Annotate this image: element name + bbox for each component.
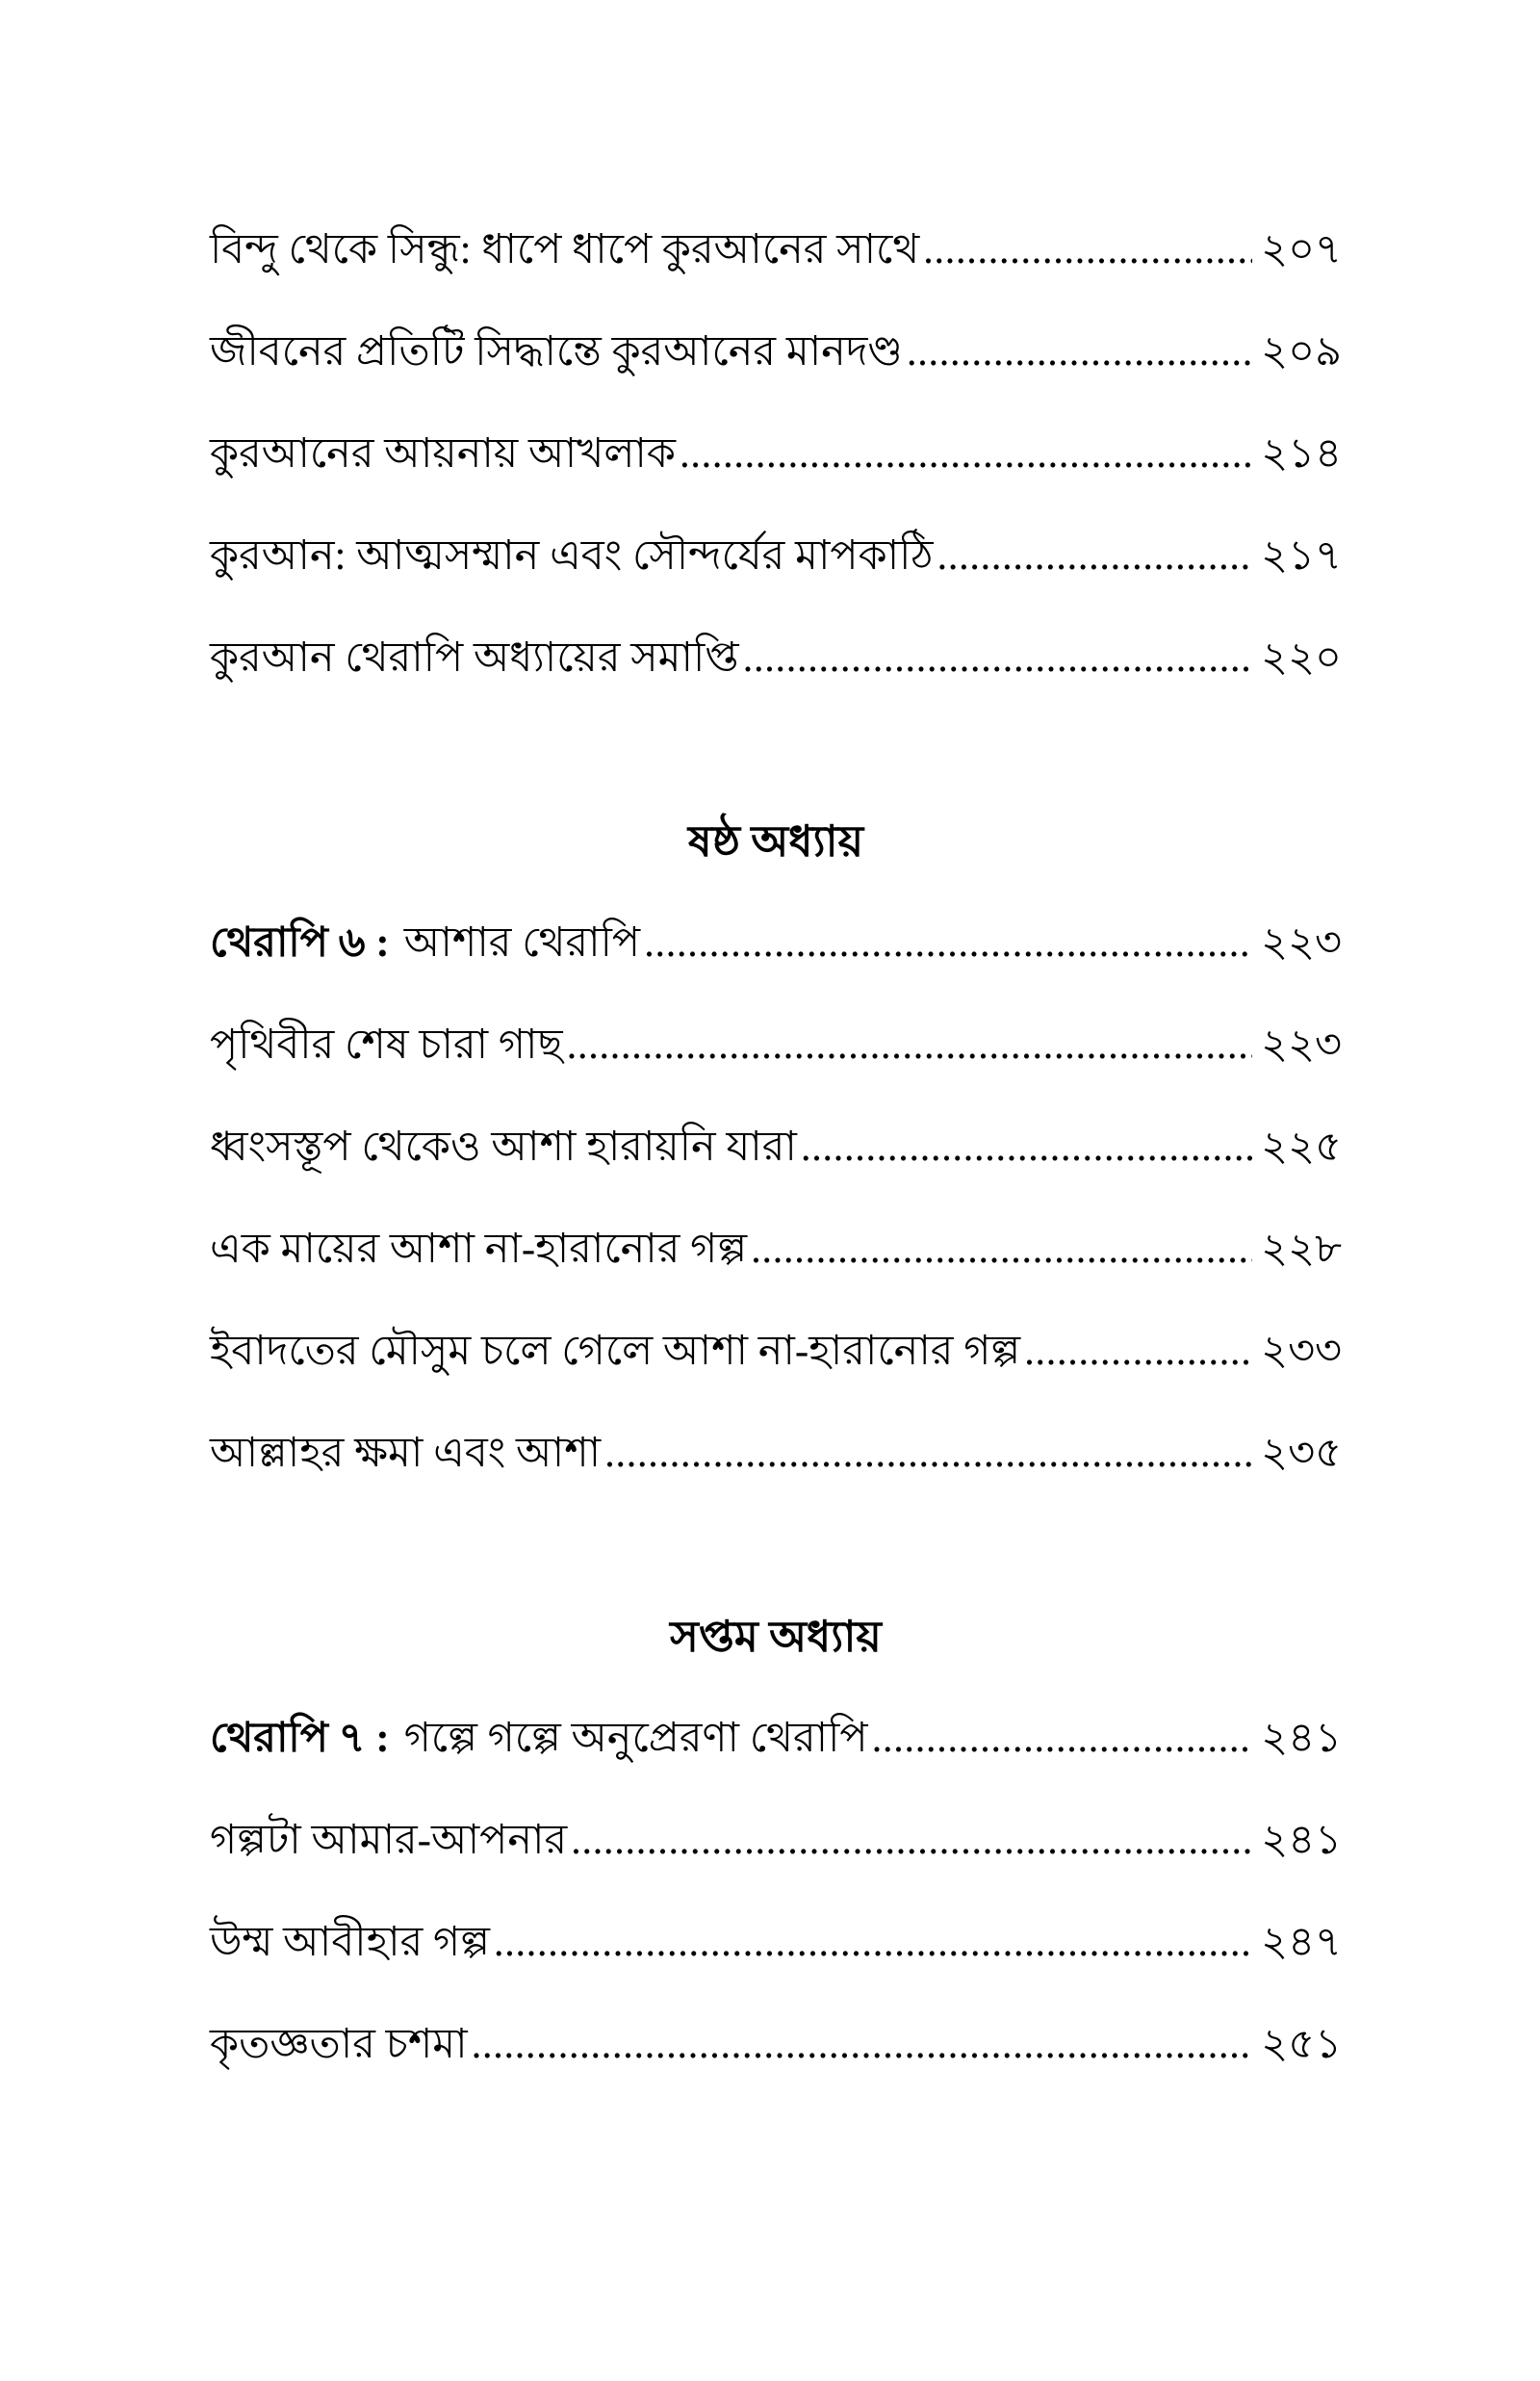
toc-entry-row <box>210 1688 1342 1790</box>
chapter-heading: ষষ্ঠ অধ্যায় <box>687 817 864 866</box>
chapter-heading-row <box>210 790 1342 893</box>
dot-leader <box>567 1790 1252 1892</box>
dot-leader <box>747 1199 1252 1301</box>
entry-title: কৃতজ্ঞতার চশমা <box>210 2022 468 2067</box>
entry-page-number: ২০৭ <box>1261 227 1342 272</box>
entry-page-number: ২১৪ <box>1261 431 1342 477</box>
dot-leader <box>919 199 1252 301</box>
dot-leader <box>490 1892 1252 1994</box>
entry-title: গল্পটা আমার-আপনার <box>210 1818 568 1863</box>
toc-entry-row <box>210 1301 1342 1403</box>
entry-title: কুরআন থেরাপি অধ্যায়ের সমাপ্তি <box>210 635 739 681</box>
chapter-heading: সপ্তম অধ্যায় <box>670 1613 882 1661</box>
entry-page-number: ২২৩ <box>1261 920 1342 966</box>
toc-entry-row <box>210 1994 1342 2096</box>
entry-title: গল্পে গল্পে অনুপ্রেরণা থেরাপি <box>403 1716 868 1761</box>
entry-page-number: ২৪১ <box>1261 1716 1342 1761</box>
entry-page-number: ২০৯ <box>1261 329 1342 375</box>
chapter-heading-row <box>210 1586 1342 1688</box>
entry-prefix: থেরাপি ৭ : <box>210 1716 390 1761</box>
toc-entry-row <box>210 403 1342 505</box>
toc-entry-row <box>210 893 1342 995</box>
entry-title: জীবনের প্রতিটি সিদ্ধান্তে কুরআনের মানদণ্ড <box>210 329 903 375</box>
entry-title: আশার থেরাপি <box>403 920 641 966</box>
toc-entry-row <box>210 301 1342 403</box>
entry-page-number: ২৪৭ <box>1261 1920 1342 1965</box>
entry-prefix: থেরাপি ৬ : <box>210 920 390 966</box>
dot-leader <box>1020 1301 1252 1403</box>
dot-leader <box>468 1994 1253 2096</box>
toc-entry-row <box>210 505 1342 608</box>
entry-title: ধ্বংসস্তূপ থেকেও আশা হারায়নি যারা <box>210 1125 797 1170</box>
toc-entry-row <box>210 1403 1342 1505</box>
entry-page-number: ২৩৫ <box>1261 1431 1342 1476</box>
entry-title: বিন্দু থেকে সিন্ধু: ধাপে ধাপে কুরআনের সাথে <box>210 227 920 272</box>
entry-page-number: ২২৩ <box>1261 1022 1342 1068</box>
toc-entry-row <box>210 1790 1342 1892</box>
entry-title: আল্লাহর ক্ষমা এবং আশা <box>210 1431 602 1476</box>
entry-page-number: ২২০ <box>1261 635 1342 681</box>
toc-entry-row <box>210 995 1342 1097</box>
entry-page-number: ২২৮ <box>1261 1227 1342 1272</box>
dot-leader <box>601 1403 1252 1505</box>
toc-entry-row <box>210 1097 1342 1199</box>
entry-page-number: ২১৭ <box>1261 533 1342 579</box>
entry-title: কুরআনের আয়নায় আখলাক <box>210 431 676 477</box>
entry-title: উম্ম আবীহার গল্প <box>210 1920 490 1965</box>
entry-title: ইবাদতের মৌসুম চলে গেলে আশা না-হারানোর গল্প <box>210 1329 1021 1374</box>
entry-page-number: ২৩৩ <box>1261 1329 1342 1374</box>
toc-entry-row <box>210 1199 1342 1301</box>
entry-page-number: ২৪১ <box>1261 1818 1342 1863</box>
entry-page-number: ২২৫ <box>1261 1125 1342 1170</box>
toc-entry-row <box>210 1892 1342 1994</box>
toc-entry-row <box>210 608 1342 710</box>
entry-title: পৃথিবীর শেষ চারা গাছ <box>210 1022 563 1068</box>
dot-leader <box>739 608 1252 710</box>
dot-leader <box>903 301 1252 403</box>
dot-leader <box>563 995 1253 1097</box>
entry-page-number: ২৫১ <box>1261 2022 1342 2067</box>
entry-title: এক মায়ের আশা না-হারানোর গল্প <box>210 1227 748 1272</box>
dot-leader <box>676 403 1252 505</box>
dot-leader <box>640 893 1252 995</box>
toc-list <box>210 199 1342 2096</box>
dot-leader <box>797 1097 1252 1199</box>
dot-leader <box>868 1688 1253 1790</box>
toc-entry-row <box>210 199 1342 301</box>
entry-title: কুরআন: আত্মসম্মান এবং সৌন্দর্যের মাপকাঠি <box>210 533 934 579</box>
dot-leader <box>933 505 1252 608</box>
